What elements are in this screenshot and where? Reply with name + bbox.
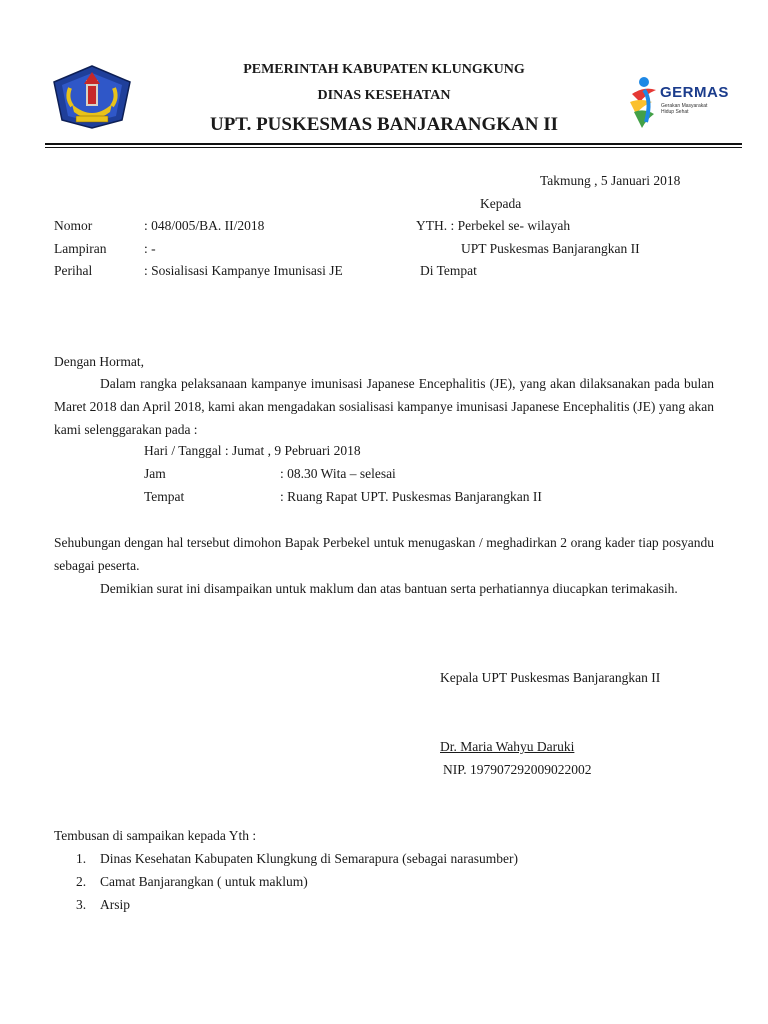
signature-name: Dr. Maria Wahyu Daruki (440, 739, 575, 754)
perihal-value: : Sosialisasi Kampanye Imunisasi JE (144, 263, 343, 278)
body-paragraph-3: Demikian surat ini disampaikan untuk maklum dan atas bantuan serta perhatiannya diucapkan terimakasih. (100, 581, 678, 596)
jam-label: Jam (144, 466, 166, 481)
lampiran-label: Lampiran (54, 241, 107, 256)
nomor-label: Nomor (54, 218, 93, 233)
header-government: PEMERINTAH KABUPATEN KLUNGKUNG (243, 62, 525, 77)
hari-tanggal: Hari / Tanggal : Jumat , 9 Pebruari 2018 (144, 443, 361, 458)
kepada-label: Kepada (480, 196, 522, 211)
germas-logo-tagline: Gerakan Masyarakat Hidup Sehat (661, 103, 708, 115)
germas-logo-text: GERMAS (660, 84, 729, 101)
signature-title: Kepala UPT Puskesmas Banjarangkan II (440, 670, 661, 685)
tembusan-heading: Tembusan di sampaikan kepada Yth : (54, 828, 257, 843)
header-department: DINAS KESEHATAN (317, 88, 451, 103)
body-paragraph-1: Dalam rangka pelaksanaan kampanye imunisasi Japanese Encephalitis (JE), yang akan dilaksanakan pada bulan Maret 2018 dan April 2018, kami akan mengadakan sosialisasi kampanye imunisasi Japanese Encephalitis (JE) yang akan kami selenggarakan pada : (54, 376, 714, 437)
nomor-value: : 048/005/BA. II/2018 (144, 218, 265, 233)
place-date: Takmung , 5 Januari 2018 (540, 173, 681, 188)
list-item-number: 3. (76, 897, 87, 912)
salutation: Dengan Hormat, (54, 354, 144, 369)
header-institution: UPT. PUSKESMAS BANJARANGKAN II (209, 114, 558, 135)
yth-line-1: YTH. : Perbekel se- wilayah (416, 218, 571, 233)
list-item-text: Arsip (100, 897, 130, 912)
signature-nip: NIP. 197907292009022002 (443, 762, 592, 777)
tempat-value: : Ruang Rapat UPT. Puskesmas Banjarangkan II (280, 489, 542, 504)
jam-value: : 08.30 Wita – selesai (280, 466, 396, 481)
lampiran-value: : - (144, 241, 156, 256)
yth-line-3: Di Tempat (420, 263, 477, 278)
list-item-text: Dinas Kesehatan Kabupaten Klungkung di Semarapura (sebagai narasumber) (100, 851, 518, 866)
perihal-label: Perihal (54, 263, 93, 278)
tempat-label: Tempat (144, 489, 185, 504)
body-paragraph-2: Sehubungan dengan hal tersebut dimohon Bapak Perbekel untuk menugaskan / meghadirkan 2 orang kader tiap posyandu sebagai peserta. (54, 535, 714, 573)
list-item-text: Camat Banjarangkan ( untuk maklum) (100, 874, 308, 889)
yth-line-2: UPT Puskesmas Banjarangkan II (461, 241, 640, 256)
header-divider-thin (45, 147, 742, 148)
header-divider-thick (45, 143, 742, 145)
list-item-number: 2. (76, 874, 87, 889)
list-item-number: 1. (76, 851, 87, 866)
